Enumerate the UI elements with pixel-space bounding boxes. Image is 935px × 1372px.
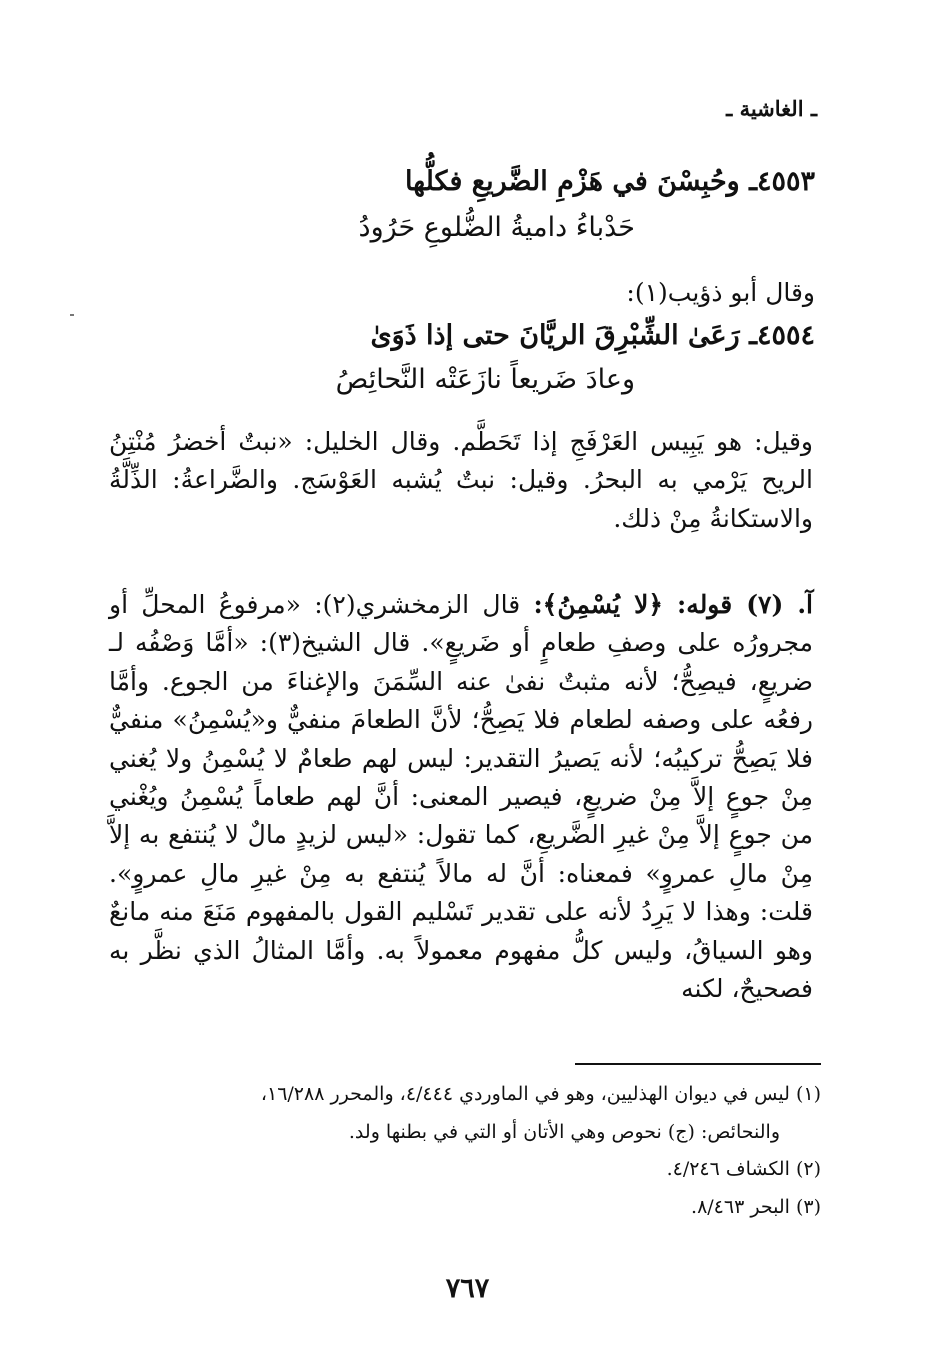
footnote-1 <box>261 1083 821 1105</box>
footnote-2 <box>667 1158 821 1180</box>
footnote-marker: (٢) <box>795 1158 821 1180</box>
verse-4554-first-hemistich: ٤٥٥٤ـ رَعَىٰ الشِّبْرِقَ الريَّانَ حتى إذا ذَوَىٰ <box>370 320 815 351</box>
page-number: ٧٦٧ <box>445 1273 490 1304</box>
footnote-text: البحر ٨/٤٦٣. <box>691 1196 790 1218</box>
footnote-text: الكشاف ٤/٢٤٦. <box>666 1158 790 1180</box>
footnote-marker: (١) <box>795 1083 821 1105</box>
verse-4553-first-hemistich: ٤٥٥٣ـ وحُبِسْنَ في هَزْمِ الضَّريعِ فكلُّها <box>404 166 815 197</box>
attribution-line: وقال أبو ذؤيب(١): <box>626 278 815 307</box>
commentary-paragraph <box>109 586 813 1008</box>
footnote-marker: (٣) <box>795 1196 821 1218</box>
margin-mark <box>70 314 74 316</box>
footnote-1-continuation <box>349 1121 780 1143</box>
verse-4554-second-hemistich: وعادَ ضَريعاً نازَعَتْه النَّحائِصُ <box>335 364 635 395</box>
running-header: ـ الغاشية ـ <box>726 96 817 121</box>
footnote-text: والنحائص: (ج) نحوص وهي الأتان أو التي في بطنها ولد. <box>348 1121 780 1143</box>
footnote-separator <box>575 1063 821 1065</box>
footnote-text: ليس في ديوان الهذليين، وهو في الماوردي ٤/٤٤٤، والمحرر ١٦/٢٨٨، <box>260 1083 790 1105</box>
verse-lemma: آ. (٧) قوله: ﴿لا يُسْمِنُ﴾: <box>533 590 814 619</box>
verse-4553-second-hemistich: حَدْباءُ داميةُ الضُّلوعِ حَرُودُ <box>358 212 635 243</box>
commentary-text: قال الزمخشري(٢): «مرفوعُ المحلِّ أو مجرورُه على وصفِ طعامٍ أو ضَريعٍ». قال الشيخ(٣): «أمَّا وَصْفُه لـ ضريعٍ، فيصِحُّ؛ لأنه مثبتٌ نفىٰ عنه السِّمَنَ والإغناءَ من الجوع. وأمَّا رفعُه على وصفه لطعام فلا يَصِحُّ؛ لأنَّ الطعامَ منفيٌّ و«يُسْمِنُ» منفيٌّ فلا يَصِحُّ تركيبُه؛ لأنه يَصيرُ التقدير: ليس لهم طعامٌ لا يُسْمِنُ ولا يُغني مِنْ جوعٍ إلاَّ مِنْ ضريعٍ، فيصير المعنى: أنَّ لهم طعاماً يُسْمِنُ ويُغْني من جوعٍ إلاَّ مِنْ غيرِ الضَّريعِ، كما تقول: «ليس لزيدٍ مالٌ لا يُنتفع به إلاَّ مِنْ مالِ عمروٍ» فمعناه: أنَّ له مالاً يُنتفع به مِنْ غيرِ مالِ عمروٍ». قلت: وهذا لا يَرِدُ لأنه على تقدير تَسْليم القول بالمفهوم مَنَعَ منه مانعٌ وهو السياقُ، وليس كلُّ مفهوم معمولاً به. وأمَّا المثالُ الذي نظَّر به فصحيحٌ، لكنه <box>109 590 814 1004</box>
definition-text: وقيل: هو يَبِيس العَرْفَجِ إذا تَحَطَّم. وقال الخليل: «نبتٌ أخضرُ مُنْتِنُ الريح يَرْمي به البحرُ. وقيل: نبتٌ يُشبه العَوْسَج. والضَّراعةُ: الذِّلَّةُ والاستكانةُ مِنْ ذلك. <box>109 427 813 533</box>
definition-paragraph <box>109 423 813 538</box>
footnote-3 <box>691 1196 821 1218</box>
